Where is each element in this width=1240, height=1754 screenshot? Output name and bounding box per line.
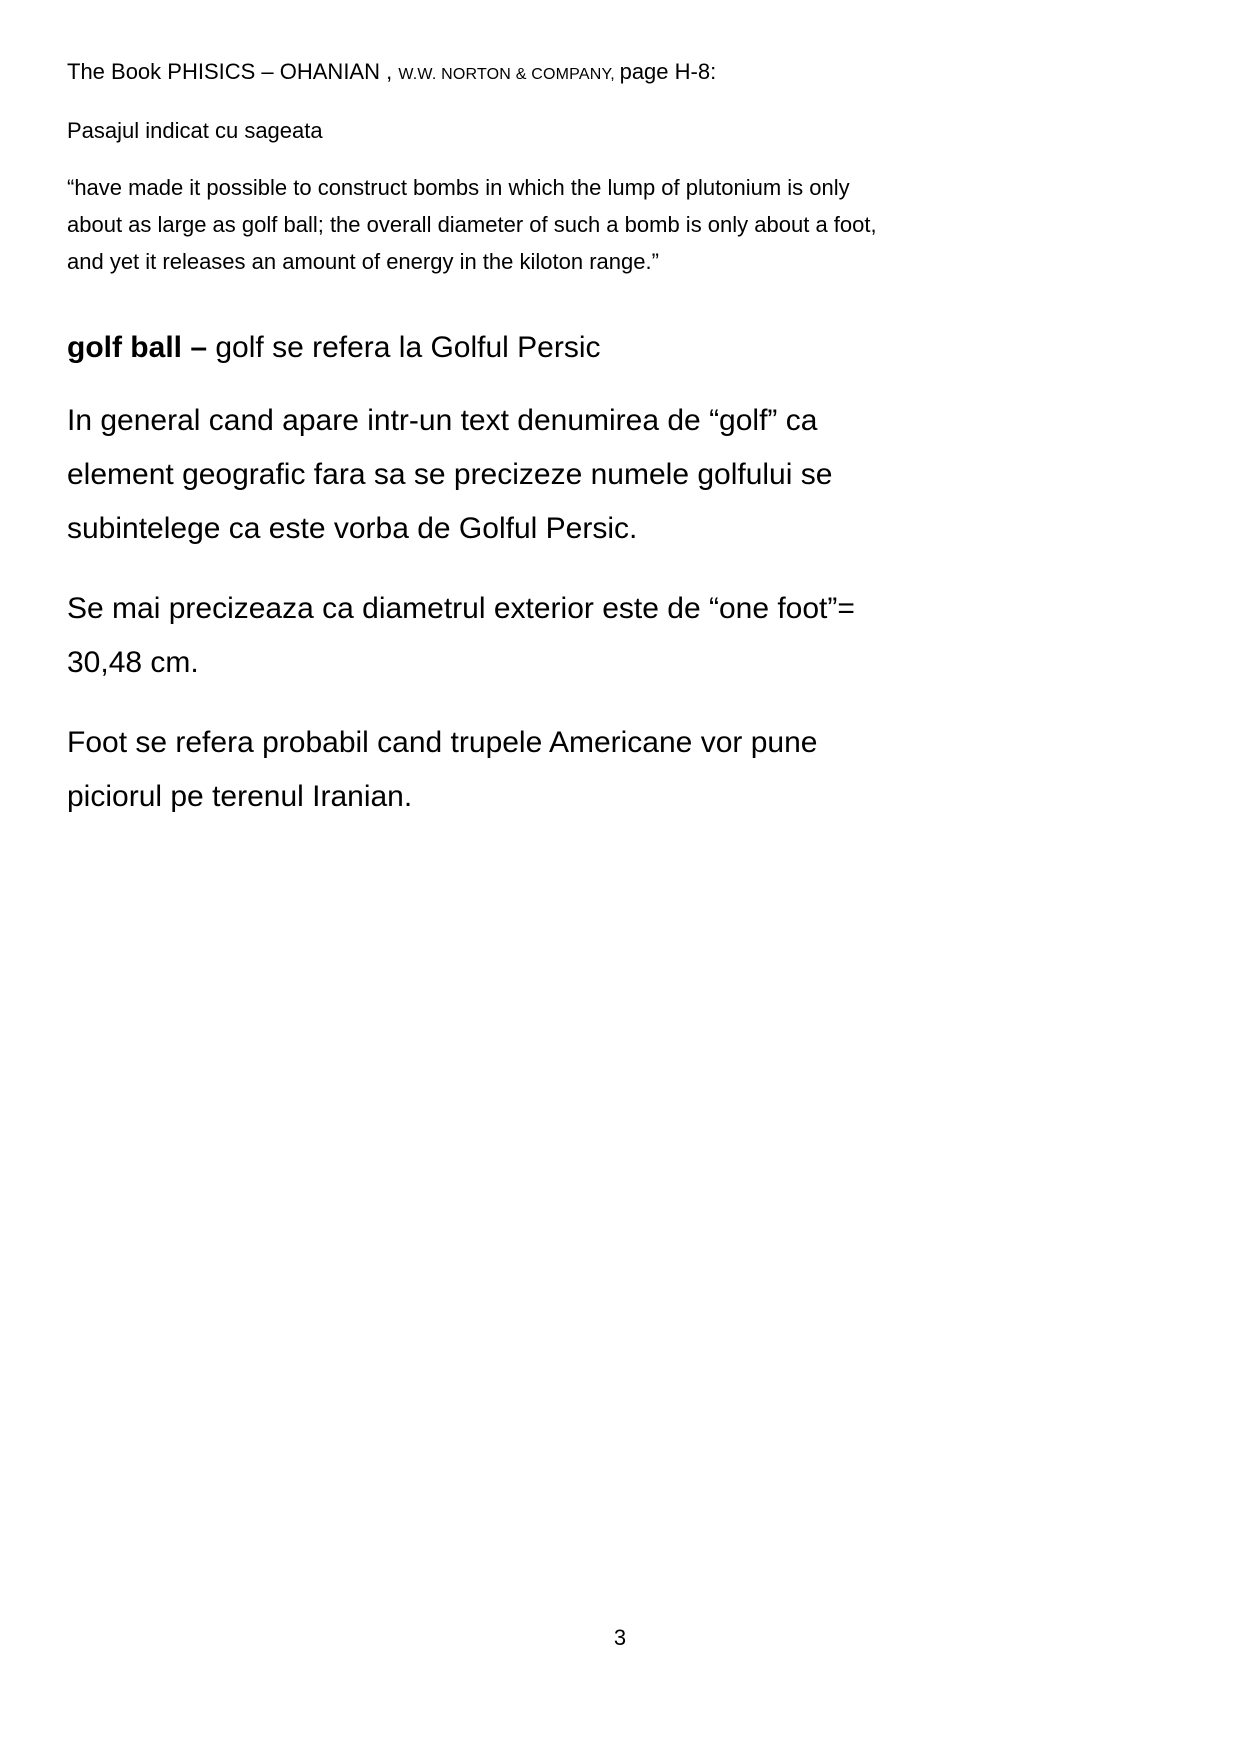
paragraph-foot bbox=[67, 716, 1150, 824]
quoted-passage bbox=[67, 169, 1150, 280]
paragraph-general-golf bbox=[67, 394, 1150, 556]
definition-line bbox=[67, 326, 1150, 370]
paragraph-line: Foot se refera probabil cand trupele Americane vor pune bbox=[67, 726, 818, 759]
quote-line: “have made it possible to construct bombs in which the lump of plutonium is only bbox=[67, 175, 850, 200]
paragraph-line: piciorul pe terenul Iranian. bbox=[67, 780, 413, 813]
publisher-text: W.W. NORTON & COMPANY, bbox=[398, 66, 620, 83]
page-number: 3 bbox=[613, 1625, 627, 1650]
paragraph-line: element geografic fara sa se precizeze numele golfului se bbox=[67, 458, 833, 491]
page-reference-text: page H-8: bbox=[619, 59, 717, 84]
paragraph-line: subintelege ca este vorba de Golful Persic. bbox=[67, 512, 638, 545]
book-title-text: The Book PHISICS – OHANIAN , bbox=[67, 59, 399, 84]
quote-line: about as large as golf ball; the overall diameter of such a bomb is only about a foot, bbox=[67, 212, 877, 237]
paragraph-line: Se mai precizeaza ca diametrul exterior este de “one foot”= bbox=[67, 592, 855, 625]
definition-term: golf ball – bbox=[67, 331, 216, 364]
paragraph-diameter bbox=[67, 582, 1150, 690]
passage-note: Pasajul indicat cu sageata bbox=[67, 118, 323, 143]
definition-explanation: golf se refera la Golful Persic bbox=[215, 331, 601, 364]
header-line bbox=[67, 0, 1150, 91]
quote-line: and yet it releases an amount of energy in the kiloton range.” bbox=[67, 249, 659, 274]
paragraph-line: 30,48 cm. bbox=[67, 646, 199, 679]
paragraph-line: In general cand apare intr-un text denumirea de “golf” ca bbox=[67, 404, 818, 437]
